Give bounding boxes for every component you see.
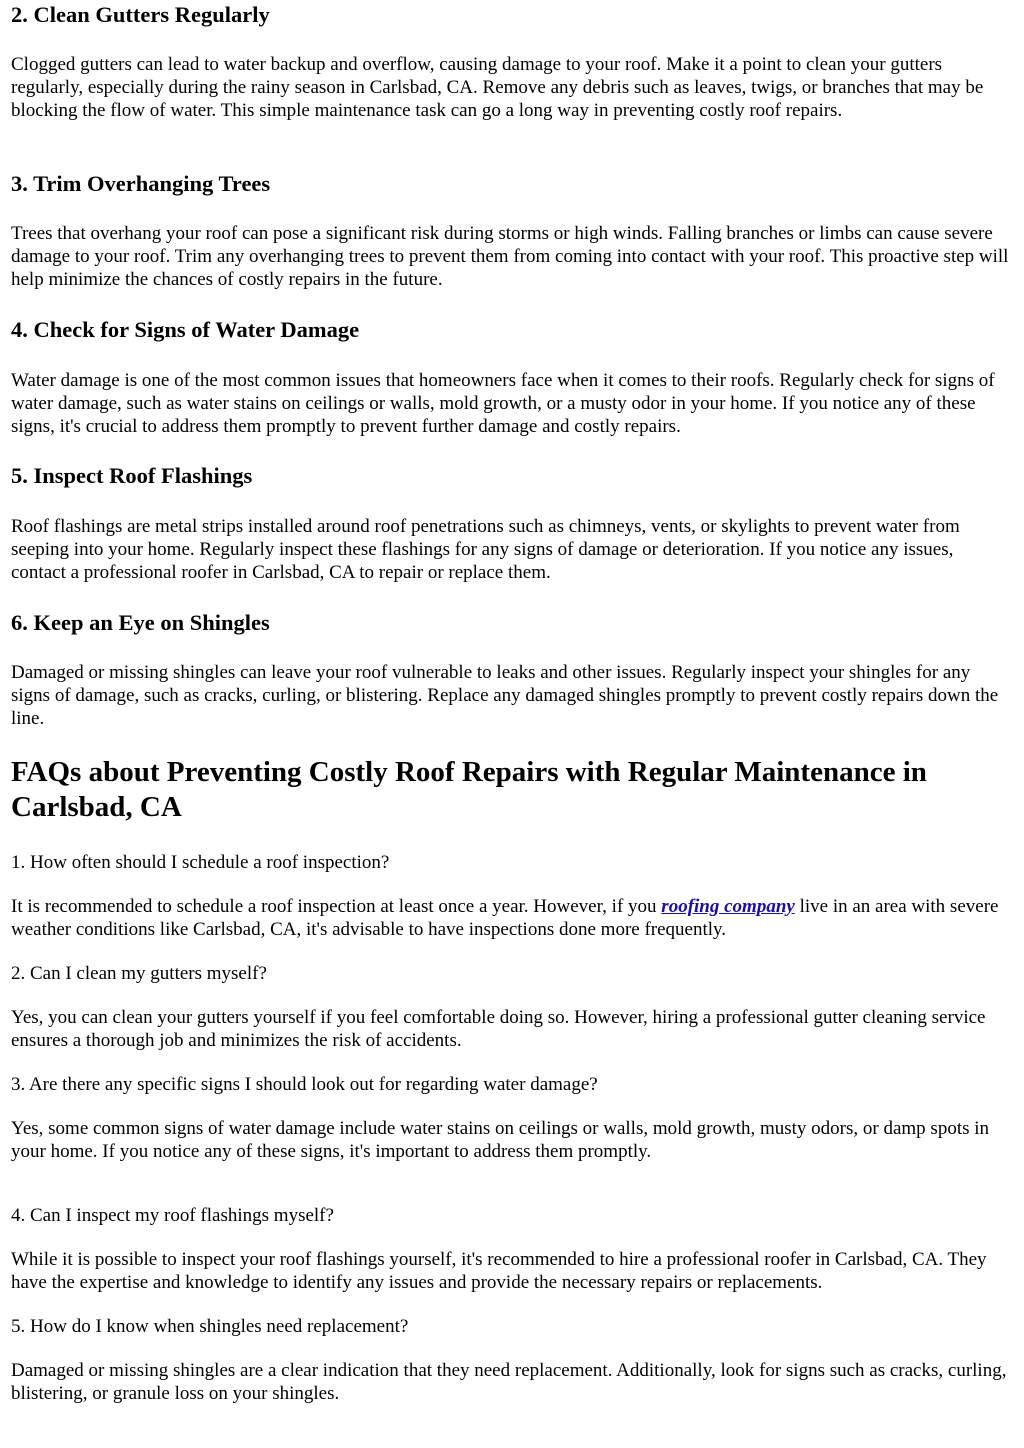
- faq-answer-1-before: It is recommended to schedule a roof inspection at least once a year. However, if you: [11, 896, 662, 917]
- faq-answer-1-after: live in an area with severe weather conditions like Carlsbad, CA, it's advisable to have inspections done more frequently.: [11, 896, 999, 941]
- section-heading-clean-gutters: 2. Clean Gutters Regularly: [11, 2, 270, 27]
- section-body-shingles: Damaged or missing shingles can leave your roof vulnerable to leaks and other issues. Regularly inspect your shingles for any signs of damage, such as cracks, curling, or blistering. Replace any damaged shingles promptly to prevent costly repairs down the line.: [11, 662, 999, 730]
- faq-answer-3: Yes, some common signs of water damage include water stains on ceilings or walls, mold growth, musty odors, or damp spots in your home. If you notice any of these signs, it's important to address them promptly.: [11, 1118, 990, 1163]
- section-heading-water-damage: 4. Check for Signs of Water Damage: [11, 317, 360, 342]
- faq-question-3: 3. Are there any specific signs I should look out for regarding water damage?: [11, 1074, 598, 1095]
- section-heading-roof-flashings: 5. Inspect Roof Flashings: [11, 463, 253, 488]
- faq-answer-2: Yes, you can clean your gutters yourself if you feel comfortable doing so. However, hiring a professional gutter cleaning service ensures a thorough job and minimizes the risk of accidents.: [11, 1007, 986, 1052]
- faq-heading: FAQs about Preventing Costly Roof Repairs with Regular Maintenance in Carlsbad, CA: [11, 756, 927, 823]
- section-body-water-damage: Water damage is one of the most common issues that homeowners face when it comes to their roofs. Regularly check for signs of water damage, such as water stains on ceilings or walls, mold growth, or a musty odor in your home. If you notice any of these signs, it's crucial to address them promptly to prevent further damage and costly repairs.: [11, 370, 995, 438]
- section-heading-shingles: 6. Keep an Eye on Shingles: [11, 610, 270, 635]
- faq-question-2: 2. Can I clean my gutters myself?: [11, 963, 267, 984]
- section-heading-trim-trees: 3. Trim Overhanging Trees: [11, 171, 271, 196]
- faq-answer-1: [11, 895, 1010, 941]
- faq-question-5: 5. How do I know when shingles need replacement?: [11, 1316, 409, 1337]
- faq-answer-5: Damaged or missing shingles are a clear indication that they need replacement. Additionally, look for signs such as cracks, curling, blistering, or granule loss on your shingles.: [11, 1360, 1007, 1405]
- faq-answer-4: While it is possible to inspect your roof flashings yourself, it's recommended to hire a professional roofer in Carlsbad, CA. They have the expertise and knowledge to identify any issues and provide the necessary repairs or replacements.: [11, 1249, 987, 1294]
- roofing-company-link[interactable]: roofing company: [661, 896, 795, 917]
- section-body-roof-flashings: Roof flashings are metal strips installed around roof penetrations such as chimneys, vents, or skylights to prevent water from seeping into your home. Regularly inspect these flashings for any signs of damage or deterioration. If you notice any issues, contact a professional roofer in Carlsbad, CA to repair or replace them.: [11, 516, 960, 584]
- faq-question-4: 4. Can I inspect my roof flashings myself?: [11, 1205, 334, 1226]
- faq-question-1: 1. How often should I schedule a roof inspection?: [11, 852, 390, 873]
- section-body-trim-trees: Trees that overhang your roof can pose a significant risk during storms or high winds. Falling branches or limbs can cause severe damage to your roof. Trim any overhanging trees to prevent them from coming into contact with your roof. This proactive step will help minimize the chances of costly repairs in the future.: [11, 223, 1009, 291]
- section-body-clean-gutters: Clogged gutters can lead to water backup and overflow, causing damage to your roof. Make it a point to clean your gutters regularly, especially during the rainy season in Carlsbad, CA. Remove any debris such as leaves, twigs, or branches that may be blocking the flow of water. This simple maintenance task can go a long way in preventing costly roof repairs.: [11, 54, 984, 122]
